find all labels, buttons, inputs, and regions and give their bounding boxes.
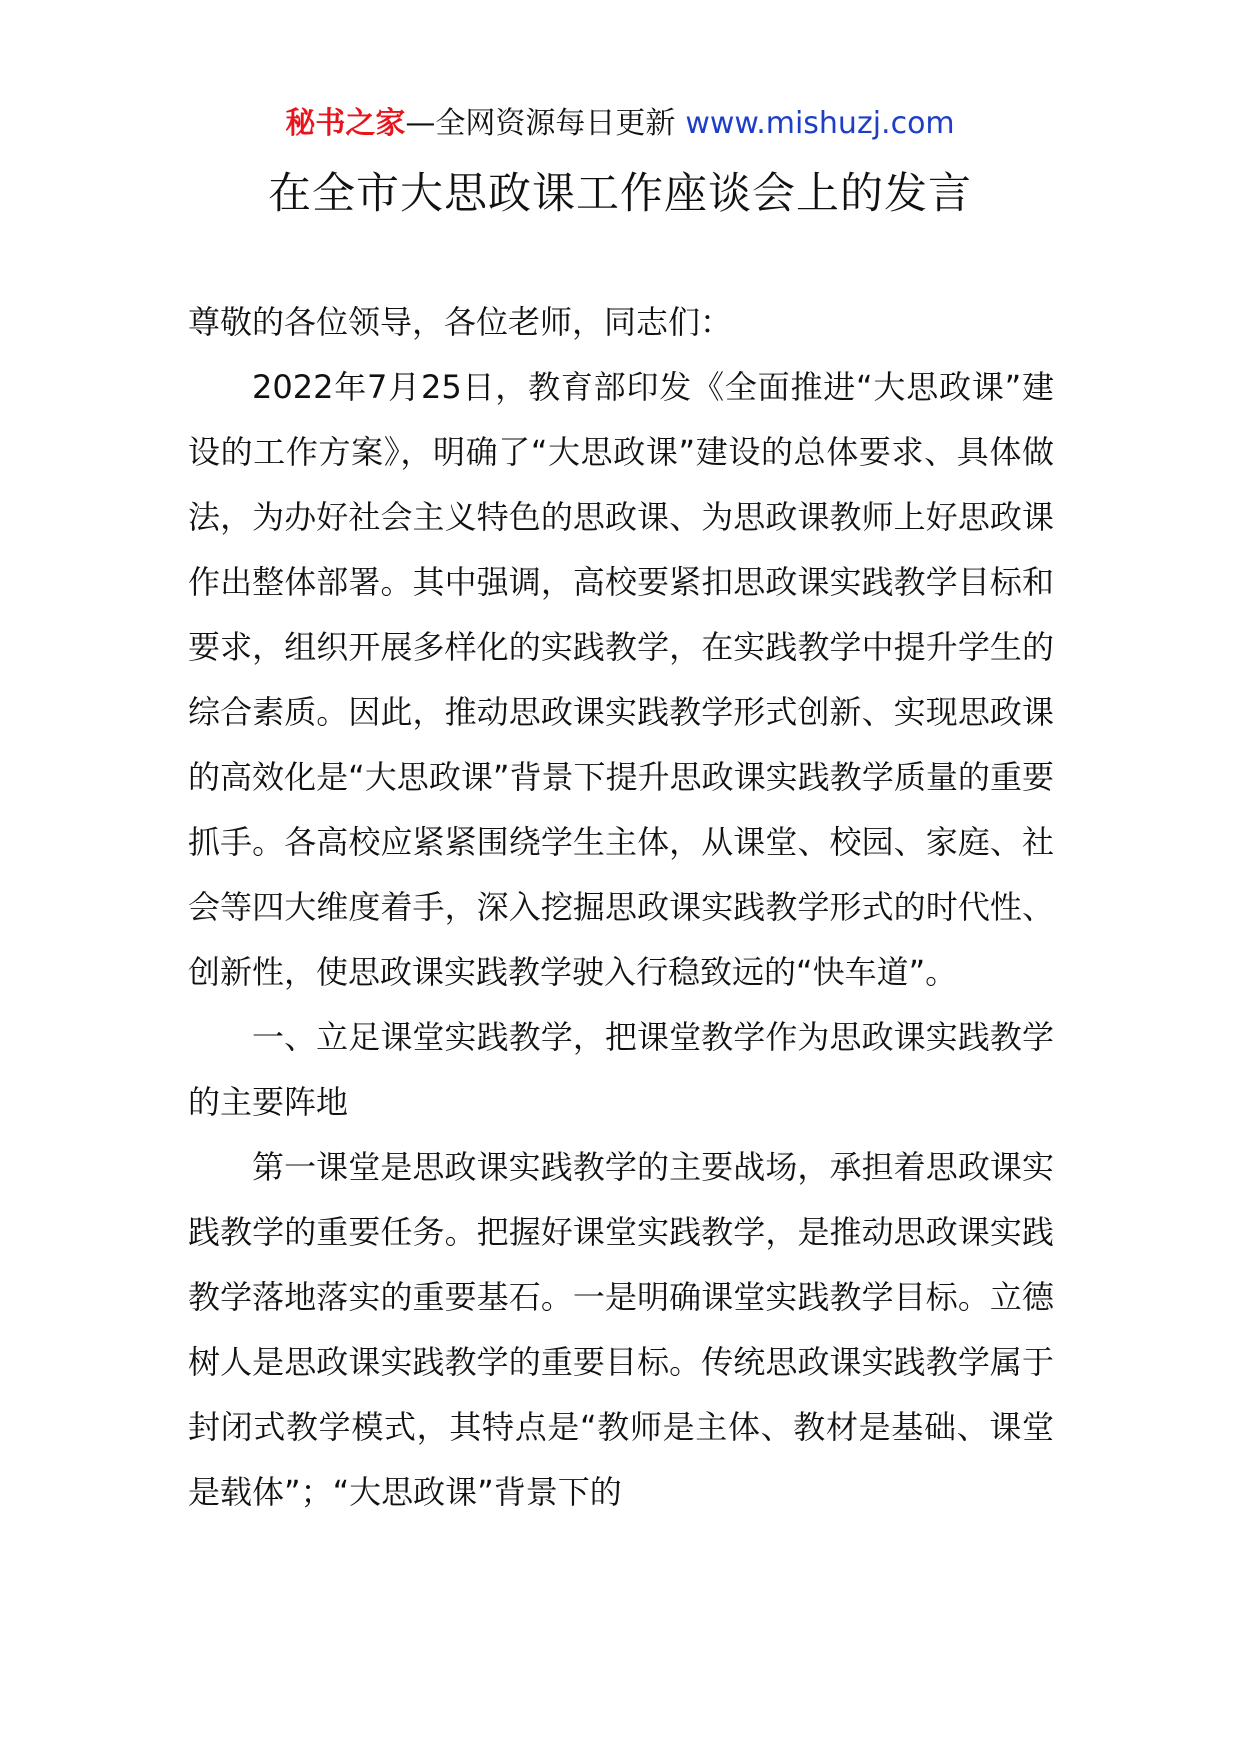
site-url-link[interactable]: www.mishuzj.com bbox=[685, 106, 955, 141]
body-paragraph: 第一课堂是思政课实践教学的主要战场，承担着思政课实践教学的重要任务。把握好课堂实践教学，是推动思政课实践教学落地落实的重要基石。一是明确课堂实践教学目标。立德树人是思政课实践教学的重要目标。传统思政课实践教学属于封闭式教学模式，其特点是“教师是主体、教材是基础、课堂是载体”；“大思政课”背景下的 bbox=[188, 1148, 1054, 1511]
document-body bbox=[188, 290, 1054, 1525]
section-heading: 一、立足课堂实践教学，把课堂教学作为思政课实践教学的主要阵地 bbox=[188, 1018, 1054, 1121]
salutation: 尊敬的各位领导，各位老师，同志们： bbox=[188, 303, 733, 341]
header-tagline: —全网资源每日更新 bbox=[405, 106, 676, 141]
intro-paragraph: 2022年7月25日，教育部印发《全面推进“大思政课”建设的工作方案》，明确了“大思政课”建设的总体要求、具体做法，为办好社会主义特色的思政课、为思政课教师上好思政课作出整体部署。其中强调，高校要紧扣思政课实践教学目标和要求，组织开展多样化的实践教学，在实践教学中提升学生的综合素质。因此，推动思政课实践教学形式创新、实现思政课的高效化是“大思政课”背景下提升思政课实践教学质量的重要抓手。各高校应紧紧围绕学生主体，从课堂、校园、家庭、社会等四大维度着手，深入挖掘思政课实践教学形式的时代性、创新性，使思政课实践教学驶入行稳致远的“快车道”。 bbox=[188, 368, 1054, 991]
header-banner bbox=[0, 100, 1240, 148]
brand-name: 秘书之家 bbox=[285, 106, 406, 141]
document-title: 在全市大思政课工作座谈会上的发言 bbox=[268, 169, 972, 219]
